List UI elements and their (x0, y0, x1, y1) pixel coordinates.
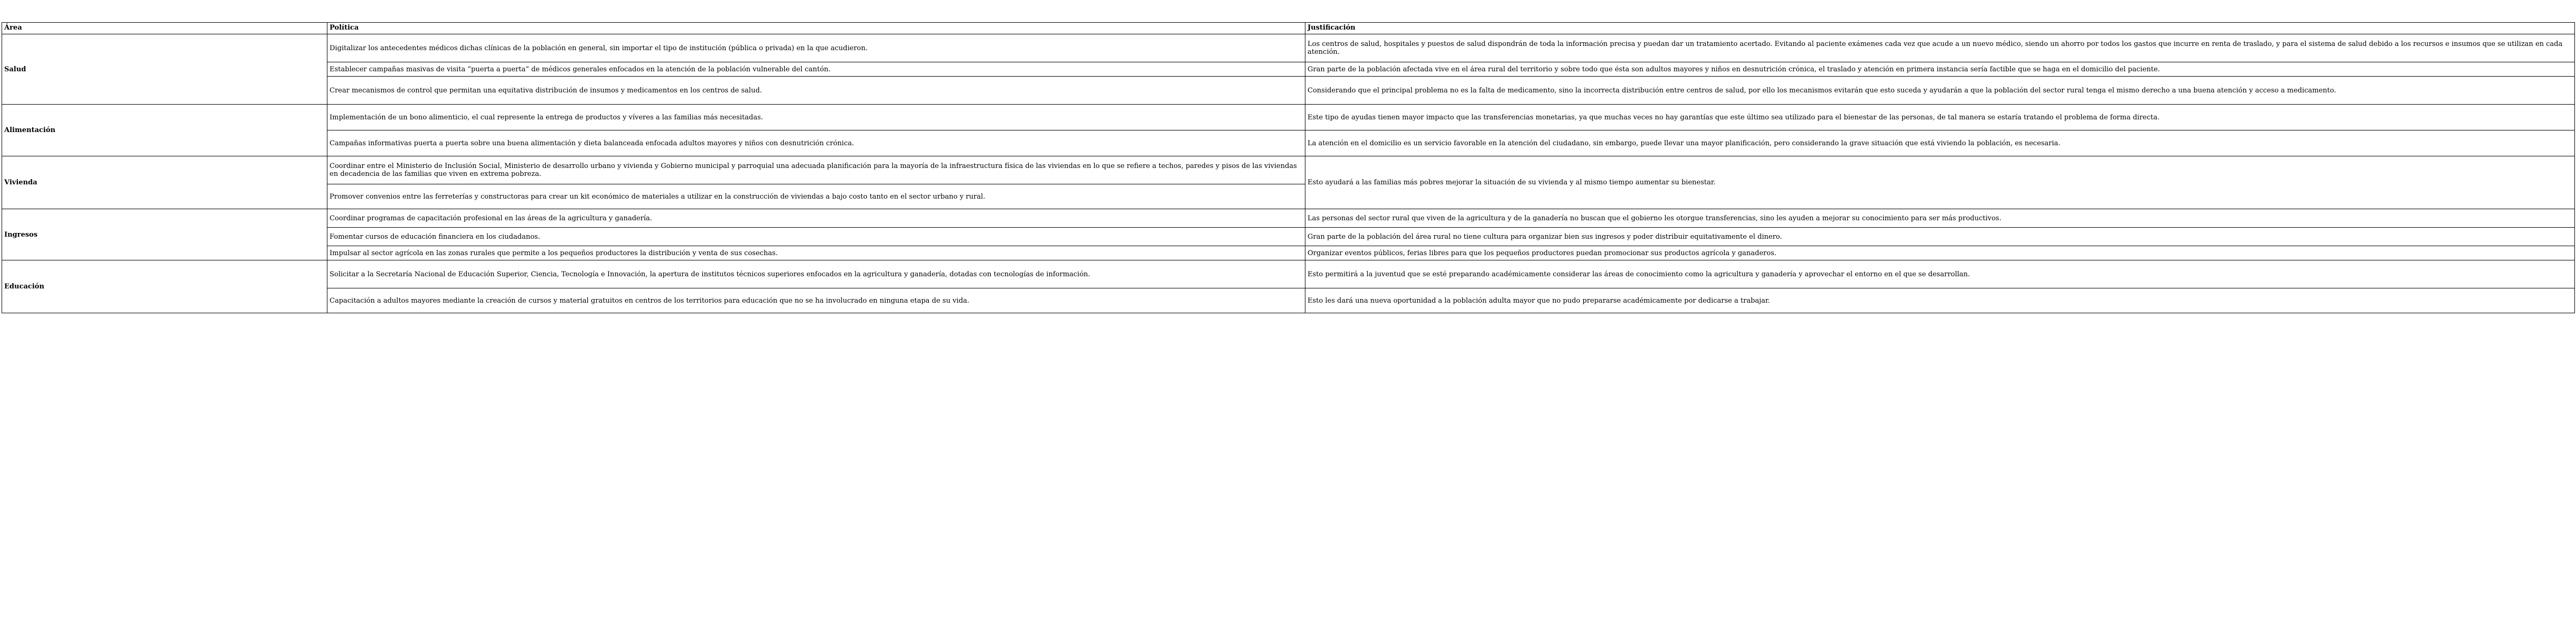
justificacion-cell: Esto les dará una nueva oportunidad a la población adulta mayor que no pudo prepararse académicamente por dedicarse a trabajar. (1305, 288, 2575, 313)
politica-cell: Fomentar cursos de educación financiera en los ciudadanos. (327, 228, 1305, 246)
politica-cell: Coordinar entre el Ministerio de Inclusión Social, Ministerio de desarrollo urbano y vivienda y Gobierno municipal y parroquial una adecuada planificación para la mayoría de la infraestructura física de las viviendas en lo que se refiere a techos, paredes y pisos de las viviendas en decadencia de las familias que viven en extrema pobreza. (327, 156, 1305, 184)
justificacion-cell: La atención en el domicilio es un servicio favorable en la atención del ciudadano, sin embargo, puede llevar una mayor planificación, pero considerando la grave situación que está viviendo la población, es necesaria. (1305, 130, 2575, 156)
justificacion-cell: Considerando que el principal problema no es la falta de medicamento, sino la incorrecta distribución entre centros de salud, por ello los mecanismos evitarán que esto suceda y ayudarán a que la población del sector rural tenga el mismo derecho a una buena atención y acceso a medicamento. (1305, 77, 2575, 105)
justificacion-cell: Organizar eventos públicos, ferias libres para que los pequeños productores puedan promocionar sus productos agrícola y ganaderos. (1305, 246, 2575, 260)
politica-cell: Capacitación a adultos mayores mediante la creación de cursos y material gratuitos en centros de los territorios para educación que no se ha involucrado en ninguna etapa de su vida. (327, 288, 1305, 313)
table-row (2, 77, 2575, 105)
justificacion-cell: Gran parte de la población afectada vive en el área rural del territorio y sobre todo que ésta son adultos mayores y niños en desnutrición crónica, el traslado y atención en primera instancia sería factible que se haga en el domicilio del paciente. (1305, 62, 2575, 77)
justificacion-cell: Gran parte de la población del área rural no tiene cultura para organizar bien sus ingresos y poder distribuir equitativamente el dinero. (1305, 228, 2575, 246)
politica-cell: Solicitar a la Secretaría Nacional de Educación Superior, Ciencia, Tecnología e Innovación, la apertura de institutos técnicos superiores enfocados en la agricultura y ganadería, dotadas con tecnologías de información. (327, 260, 1305, 288)
table-row (2, 288, 2575, 313)
area-educacion: Educación (2, 260, 327, 313)
header-row (2, 23, 2575, 34)
table-row (2, 130, 2575, 156)
table-row (2, 228, 2575, 246)
justificacion-cell: Este tipo de ayudas tienen mayor impacto que las transferencias monetarias, ya que muchas veces no hay garantías que este último sea utilizado para el bienestar de las personas, de tal manera se estaría tratando el problema de forma directa. (1305, 105, 2575, 130)
area-salud: Salud (2, 34, 327, 105)
justificacion-cell: Los centros de salud, hospitales y puestos de salud dispondrán de toda la información precisa y puedan dar un tratamiento acertado. Evitando al paciente exámenes cada vez que acude a un nuevo médico, siendo un ahorro por todos los gastos que incurre en renta de traslado, y para el sistema de salud debido a los recursos e insumos que se utilizan en cada atención. (1305, 34, 2575, 62)
header-area: Área (2, 23, 327, 34)
area-ingresos: Ingresos (2, 209, 327, 260)
justificacion-cell: Las personas del sector rural que viven de la agricultura y de la ganadería no buscan que el gobierno les otorgue transferencias, sino les ayuden a mejorar su conocimiento para ser más productivos. (1305, 209, 2575, 228)
table-row (2, 156, 2575, 184)
table-row (2, 260, 2575, 288)
politica-cell: Digitalizar los antecedentes médicos dichas clínicas de la población en general, sin importar el tipo de institución (pública o privada) en la que acudieron. (327, 34, 1305, 62)
politica-cell: Impulsar al sector agrícola en las zonas rurales que permite a los pequeños productores la distribución y venta de sus cosechas. (327, 246, 1305, 260)
politica-cell: Establecer campañas masivas de visita “puerta a puerta” de médicos generales enfocados en la atención de la población vulnerable del cantón. (327, 62, 1305, 77)
politica-cell: Implementación de un bono alimenticio, el cual represente la entrega de productos y víveres a las familias más necesitadas. (327, 105, 1305, 130)
area-vivienda: Vivienda (2, 156, 327, 209)
table-row (2, 209, 2575, 228)
area-alimentacion: Alimentación (2, 105, 327, 156)
politica-cell: Promover convenios entre las ferreterías y constructoras para crear un kit económico de materiales a utilizar en la construcción de viviendas a bajo costo tanto en el sector urbano y rural. (327, 184, 1305, 209)
justificacion-cell: Esto permitirá a la juventud que se esté preparando académicamente considerar las áreas de conocimiento como la agricultura y ganadería y aprovechar el entorno en el que se desarrollan. (1305, 260, 2575, 288)
policy-table (2, 22, 2575, 313)
politica-cell: Crear mecanismos de control que permitan una equitativa distribución de insumos y medicamentos en los centros de salud. (327, 77, 1305, 105)
politica-cell: Campañas informativas puerta a puerta sobre una buena alimentación y dieta balanceada enfocada adultos mayores y niños con desnutrición crónica. (327, 130, 1305, 156)
header-justificacion: Justificación (1305, 23, 2575, 34)
table-row (2, 34, 2575, 62)
table-row (2, 105, 2575, 130)
table-row (2, 62, 2575, 77)
politica-cell: Coordinar programas de capacitación profesional en las áreas de la agricultura y ganadería. (327, 209, 1305, 228)
header-politica: Política (327, 23, 1305, 34)
justificacion-cell: Esto ayudará a las familias más pobres mejorar la situación de su vivienda y al mismo tiempo aumentar su bienestar. (1305, 156, 2575, 209)
table-row (2, 246, 2575, 260)
